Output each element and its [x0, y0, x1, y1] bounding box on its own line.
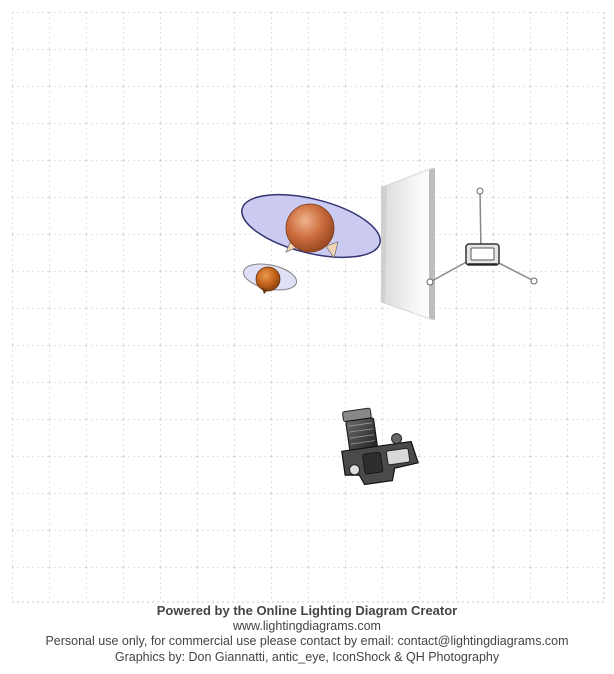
grid-background: [12, 12, 604, 602]
website-link[interactable]: www.lightingdiagrams.com: [233, 618, 381, 633]
powered-by-text: Powered by the Online Lighting Diagram Creator: [156, 603, 458, 618]
diagram-footer: [0, 603, 614, 665]
reflector-panel-icon[interactable]: [381, 168, 435, 320]
license-notice: Personal use only, for commercial use please contact by email: contact@lightingdiagrams.com: [45, 634, 569, 648]
graphics-credits: Graphics by: Don Giannatti, antic_eye, IconShock & QH Photography: [114, 649, 500, 664]
